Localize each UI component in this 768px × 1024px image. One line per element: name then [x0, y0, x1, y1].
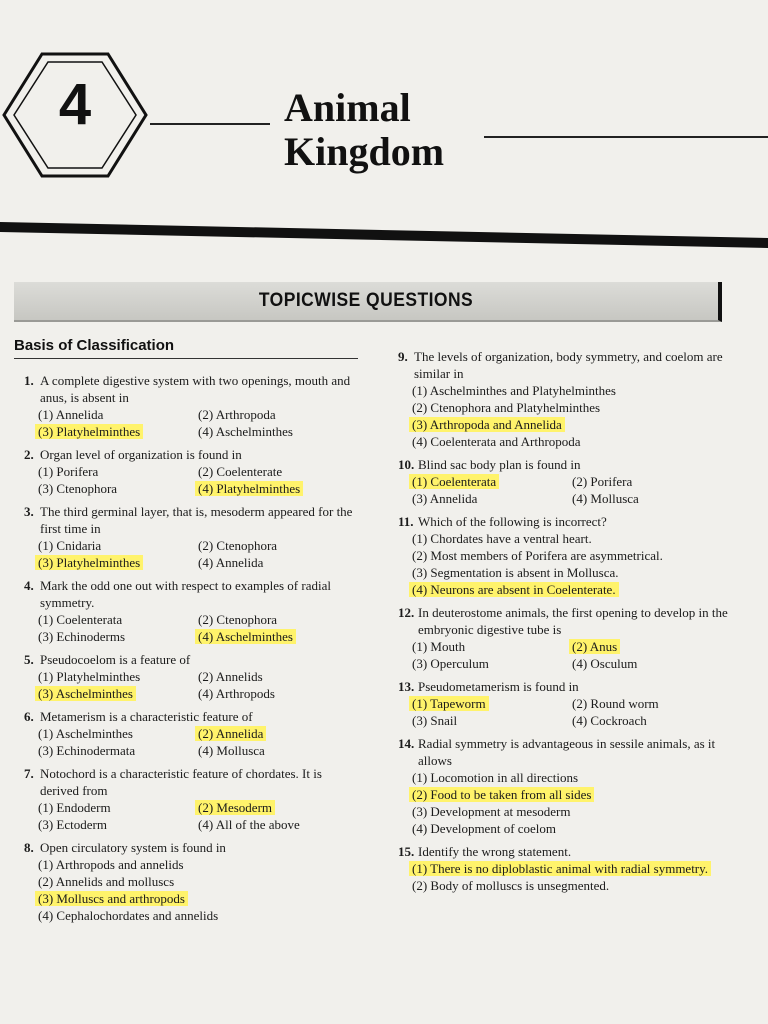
option-text: (4) Arthropods	[198, 686, 275, 701]
answer-option	[572, 712, 742, 729]
highlighted-answer: (1) There is no diploblastic animal with radial symmetry.	[409, 861, 711, 876]
option-text: (3) Annelida	[412, 491, 478, 506]
question-13	[398, 678, 738, 729]
answer-options	[24, 611, 364, 645]
question-stem	[24, 765, 364, 799]
question-6	[24, 708, 364, 759]
answer-options	[398, 382, 738, 450]
option-text: (3) Snail	[412, 713, 458, 728]
answer-option	[198, 725, 368, 742]
option-text: (4) Coelenterata and Arthropoda	[412, 434, 581, 449]
question-stem	[24, 839, 364, 856]
answer-option	[198, 463, 368, 480]
question-text: Blind sac body plan is found in	[418, 457, 581, 472]
answer-option	[38, 685, 198, 702]
answer-option	[412, 638, 572, 655]
option-text: (4) Cockroach	[572, 713, 647, 728]
answer-option	[198, 668, 368, 685]
answer-options	[398, 473, 738, 507]
question-stem	[24, 446, 364, 463]
chapter-number: 4	[58, 72, 92, 137]
option-text: (1) Platyhelminthes	[38, 669, 141, 684]
option-text: (1) Endoderm	[38, 800, 111, 815]
option-text: (1) Aschelminthes and Platyhelminthes	[412, 383, 616, 398]
answer-options	[24, 856, 364, 924]
question-text: Notochord is a characteristic feature of chordates. It is derived from	[40, 766, 322, 798]
option-text: (2) Ctenophora and Platyhelminthes	[412, 400, 601, 415]
answer-options	[398, 638, 738, 672]
question-stem	[398, 348, 738, 382]
option-text: (2) Body of molluscs is unsegmented.	[412, 878, 610, 893]
question-number: 4.	[24, 578, 34, 593]
answer-options	[398, 695, 738, 729]
option-text: (4) Mollusca	[198, 743, 265, 758]
answer-option	[412, 877, 738, 894]
option-text: (2) Arthropoda	[198, 407, 276, 422]
option-text: (1) Aschelminthes	[38, 726, 133, 741]
highlighted-answer: (2) Annelida	[195, 726, 266, 741]
answer-option	[38, 480, 198, 497]
option-text: (3) Operculum	[412, 656, 489, 671]
question-text: A complete digestive system with two openings, mouth and anus, is absent in	[40, 373, 351, 405]
option-text: (4) Mollusca	[572, 491, 639, 506]
question-text: Which of the following is incorrect?	[418, 514, 607, 529]
question-text: Radial symmetry is advantageous in sessile animals, as it allows	[418, 736, 716, 768]
question-12	[398, 604, 738, 672]
answer-option	[38, 873, 364, 890]
option-text: (3) Ectoderm	[38, 817, 107, 832]
option-text: (3) Echinodermata	[38, 743, 136, 758]
question-text: Metamerism is a characteristic feature of	[40, 709, 253, 724]
option-text: (1) Porifera	[38, 464, 99, 479]
answer-options	[24, 463, 364, 497]
question-9	[398, 348, 738, 450]
option-text: (1) Chordates have a ventral heart.	[412, 531, 592, 546]
option-text: (2) Annelids	[198, 669, 263, 684]
answer-option	[198, 816, 368, 833]
answer-option	[38, 890, 364, 907]
answer-option	[412, 803, 738, 820]
answer-option	[38, 816, 198, 833]
left-column	[24, 372, 364, 930]
answer-option	[198, 537, 368, 554]
option-text: (3) Echinoderms	[38, 629, 126, 644]
highlighted-answer: (3) Platyhelminthes	[35, 424, 143, 439]
option-text: (4) Cephalochordates and annelids	[38, 908, 219, 923]
answer-option	[572, 473, 742, 490]
question-5	[24, 651, 364, 702]
question-stem	[398, 843, 738, 860]
question-4	[24, 577, 364, 645]
answer-option	[412, 695, 572, 712]
answer-option	[572, 490, 742, 507]
answer-option	[38, 463, 198, 480]
question-text: Identify the wrong statement.	[418, 844, 572, 859]
option-text: (1) Mouth	[412, 639, 466, 654]
question-number: 9.	[398, 349, 408, 364]
answer-option	[412, 564, 738, 581]
title-rule-left	[150, 123, 270, 125]
question-text: Open circulatory system is found in	[40, 840, 226, 855]
answer-options	[24, 668, 364, 702]
answer-option	[572, 638, 742, 655]
question-stem	[398, 456, 738, 473]
question-text: Pseudometamerism is found in	[418, 679, 579, 694]
question-11	[398, 513, 738, 598]
answer-option	[38, 423, 198, 440]
answer-option	[198, 406, 368, 423]
option-text: (1) Coelenterata	[38, 612, 123, 627]
option-text: (2) Ctenophora	[198, 538, 278, 553]
highlighted-answer: (4) Aschelminthes	[195, 629, 296, 644]
right-column	[398, 348, 738, 900]
highlighted-answer: (4) Platyhelminthes	[195, 481, 303, 496]
option-text: (1) Annelida	[38, 407, 104, 422]
question-stem	[24, 503, 364, 537]
option-text: (2) Most members of Porifera are asymmetrical.	[412, 548, 663, 563]
answer-option	[38, 725, 198, 742]
question-number: 7.	[24, 766, 34, 781]
question-stem	[398, 678, 738, 695]
answer-options	[24, 799, 364, 833]
option-text: (2) Ctenophora	[198, 612, 278, 627]
highlighted-answer: (3) Aschelminthes	[35, 686, 136, 701]
option-text: (2) Porifera	[572, 474, 633, 489]
question-stem	[398, 513, 738, 530]
answer-option	[198, 554, 368, 571]
answer-option	[38, 554, 198, 571]
question-14	[398, 735, 738, 837]
question-text: Pseudocoelom is a feature of	[40, 652, 191, 667]
option-text: (4) Development of coelom	[412, 821, 557, 836]
answer-option	[198, 742, 368, 759]
answer-options	[24, 537, 364, 571]
answer-options	[398, 530, 738, 598]
highlighted-answer: (1) Tapeworm	[409, 696, 489, 711]
answer-options	[24, 406, 364, 440]
answer-options	[24, 725, 364, 759]
answer-option	[198, 423, 368, 440]
chapter-title-line-1: Animal	[284, 85, 411, 130]
question-7	[24, 765, 364, 833]
question-1	[24, 372, 364, 440]
highlighted-answer: (3) Arthropoda and Annelida	[409, 417, 565, 432]
option-text: (3) Ctenophora	[38, 481, 118, 496]
question-number: 8.	[24, 840, 34, 855]
chapter-title-line-2: Kingdom	[284, 129, 445, 174]
section-heading: Basis of Classification	[14, 337, 175, 354]
answer-option	[412, 433, 738, 450]
option-text: (3) Development at mesoderm	[412, 804, 571, 819]
answer-option	[38, 537, 198, 554]
answer-option	[38, 742, 198, 759]
answer-option	[412, 581, 738, 598]
answer-option	[412, 547, 738, 564]
question-3	[24, 503, 364, 571]
question-text: The third germinal layer, that is, mesoderm appeared for the first time in	[40, 504, 353, 536]
answer-option	[198, 685, 368, 702]
question-stem	[398, 735, 738, 769]
chapter-title	[284, 86, 444, 174]
answer-option	[412, 473, 572, 490]
answer-option	[198, 628, 368, 645]
highlighted-answer: (2) Food to be taken from all sides	[409, 787, 594, 802]
answer-option	[412, 655, 572, 672]
option-text: (2) Annelids and molluscs	[38, 874, 175, 889]
option-text: (1) Locomotion in all directions	[412, 770, 579, 785]
answer-option	[412, 786, 738, 803]
question-2	[24, 446, 364, 497]
answer-option	[38, 628, 198, 645]
question-number: 3.	[24, 504, 34, 519]
question-stem	[24, 708, 364, 725]
question-stem	[24, 577, 364, 611]
answer-option	[412, 382, 738, 399]
question-8	[24, 839, 364, 924]
question-stem	[24, 372, 364, 406]
answer-option	[38, 799, 198, 816]
option-text: (3) Segmentation is absent in Mollusca.	[412, 565, 619, 580]
option-text: (4) Aschelminthes	[198, 424, 293, 439]
question-text: Mark the odd one out with respect to examples of radial symmetry.	[40, 578, 331, 610]
question-number: 12.	[398, 605, 415, 620]
highlighted-answer: (1) Coelenterata	[409, 474, 499, 489]
highlighted-answer: (2) Mesoderm	[195, 800, 275, 815]
answer-options	[398, 860, 738, 894]
highlighted-answer: (4) Neurons are absent in Coelenterate.	[409, 582, 619, 597]
question-number: 14.	[398, 736, 415, 751]
answer-option	[198, 799, 368, 816]
topicwise-banner	[14, 282, 722, 322]
answer-option	[38, 611, 198, 628]
option-text: (4) All of the above	[198, 817, 300, 832]
question-number: 2.	[24, 447, 34, 462]
question-number: 13.	[398, 679, 415, 694]
answer-option	[572, 695, 742, 712]
question-number: 6.	[24, 709, 34, 724]
option-text: (1) Cnidaria	[38, 538, 102, 553]
question-stem	[24, 651, 364, 668]
answer-option	[412, 490, 572, 507]
answer-option	[412, 820, 738, 837]
question-number: 1.	[24, 373, 34, 388]
section-rule	[14, 358, 358, 359]
answer-option	[198, 611, 368, 628]
answer-option	[198, 480, 368, 497]
question-text: In deuterostome animals, the first opening to develop in the embryonic digestive tube is	[418, 605, 728, 637]
highlighted-answer: (3) Molluscs and arthropods	[35, 891, 188, 906]
question-text: The levels of organization, body symmetry, and coelom are similar in	[414, 349, 723, 381]
question-stem	[398, 604, 738, 638]
question-text: Organ level of organization is found in	[40, 447, 242, 462]
answer-option	[38, 856, 364, 873]
option-text: (1) Arthropods and annelids	[38, 857, 184, 872]
question-10	[398, 456, 738, 507]
answer-option	[38, 907, 364, 924]
question-number: 5.	[24, 652, 34, 667]
highlighted-answer: (2) Anus	[569, 639, 620, 654]
answer-option	[412, 399, 738, 416]
question-number: 15.	[398, 844, 415, 859]
answer-option	[412, 416, 738, 433]
header-divider	[0, 218, 768, 248]
answer-options	[398, 769, 738, 837]
answer-option	[412, 530, 738, 547]
question-number: 10.	[398, 457, 415, 472]
option-text: (2) Coelenterate	[198, 464, 283, 479]
answer-option	[572, 655, 742, 672]
answer-option	[38, 668, 198, 685]
highlighted-answer: (3) Platyhelminthes	[35, 555, 143, 570]
title-rule-right	[484, 136, 768, 138]
banner-title: TOPICWISE QUESTIONS	[258, 290, 474, 311]
question-number: 11.	[398, 514, 414, 529]
answer-option	[412, 769, 738, 786]
option-text: (4) Osculum	[572, 656, 638, 671]
answer-option	[412, 860, 738, 877]
option-text: (4) Annelida	[198, 555, 264, 570]
question-15	[398, 843, 738, 894]
answer-option	[38, 406, 198, 423]
answer-option	[412, 712, 572, 729]
option-text: (2) Round worm	[572, 696, 659, 711]
